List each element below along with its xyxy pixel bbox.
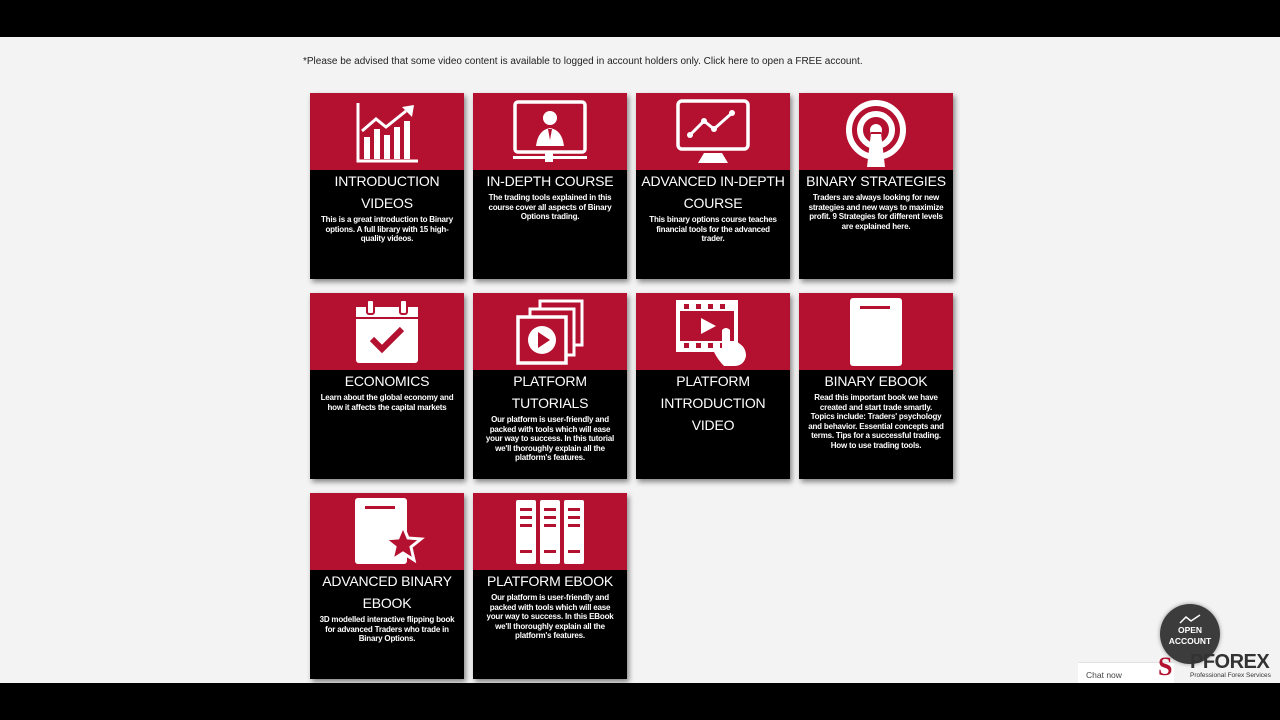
tile-title: INTRODUCTION VIDEOS <box>334 173 440 211</box>
tile-introduction-videos[interactable] <box>310 93 464 279</box>
account-notice <box>303 56 863 67</box>
notice-text-before: *Please be advised that some video content is available to logged in account holders only. Click <box>303 56 729 67</box>
tile-binary-ebook[interactable] <box>799 293 953 479</box>
chat-label: Chat now <box>1086 670 1122 680</box>
tile-binary-strategies[interactable] <box>799 93 953 279</box>
tile-advanced-in-depth-course[interactable] <box>636 93 790 279</box>
tile-platform-introduction-video[interactable] <box>636 293 790 479</box>
tile-title: ECONOMICS <box>344 373 430 389</box>
tile-title: ADVANCED BINARY EBOOK <box>322 573 452 611</box>
tile-title: PLATFORM EBOOK <box>486 573 614 589</box>
page-content <box>0 37 1280 683</box>
film-touch-icon <box>674 296 752 368</box>
binders-icon <box>512 498 588 566</box>
notice-text-after: to open a FREE account. <box>748 56 863 67</box>
tile-description: Learn about the global economy and how it affects the capital markets <box>320 393 454 412</box>
tile-description: This binary options course teaches financial tools for the advanced trader. <box>649 215 777 243</box>
tile-title: BINARY EBOOK <box>824 373 928 389</box>
target-icon <box>843 97 909 167</box>
brand-s-mark: S <box>1158 652 1173 681</box>
tile-advanced-binary-ebook[interactable] <box>310 493 464 679</box>
tile-platform-ebook[interactable] <box>473 493 627 679</box>
tile-description: Our platform is user-friendly and packed with tools which will ease your way to success. In this tutorial we'll thoroughly explain all the platform's features. <box>485 415 615 462</box>
tile-title: IN-DEPTH COURSE <box>486 173 614 189</box>
tile-platform-tutorials[interactable] <box>473 293 627 479</box>
stacked-play-icon <box>514 297 586 367</box>
tile-description: The trading tools explained in this course cover all aspects of Binary Options trading. <box>488 193 612 221</box>
book-star-icon <box>347 496 427 568</box>
tile-in-depth-course[interactable] <box>473 93 627 279</box>
presenter-screen-icon <box>511 98 589 166</box>
brand-name: PFOREX <box>1190 651 1270 673</box>
calendar-check-icon <box>352 297 422 367</box>
tile-title: PLATFORM INTRODUCTION VIDEO <box>660 373 766 433</box>
tile-title: PLATFORM TUTORIALS <box>511 373 589 411</box>
tile-description: 3D modelled interactive flipping book for advanced Traders who trade in Binary Options. <box>319 615 455 643</box>
open-account-label: OPEN ACCOUNT <box>1168 625 1212 646</box>
tile-title: BINARY STRATEGIES <box>806 173 946 189</box>
brand-tagline: Professional Forex Services <box>1190 672 1271 679</box>
tile-title: ADVANCED IN-DEPTH COURSE <box>641 173 785 211</box>
tile-description: This is a great introduction to Binary options. A full library with 15 high-quality videos. <box>321 215 453 243</box>
book-icon <box>844 296 908 368</box>
chart-growth-icon <box>352 97 422 167</box>
chart-line-icon <box>1179 614 1201 624</box>
brand-logo <box>1158 650 1280 683</box>
monitor-chart-icon <box>674 97 752 167</box>
tile-description: Our platform is user-friendly and packed with tools which will ease your way to success. In this EBook we'll thoroughly explain all the platform's features. <box>486 593 614 640</box>
tile-description: Read this important book we have created and start trade smartly. Topics include: Traders' psychology and behavior. Essential concepts and terms. Tips for a successful trading. How to use trading tools. <box>808 393 944 450</box>
tile-description: Traders are always looking for new strategies and new ways to maximize profit. 9 Strategies for different levels are explained here. <box>808 193 944 231</box>
open-account-link[interactable]: here <box>728 56 749 67</box>
tile-economics[interactable] <box>310 293 464 479</box>
